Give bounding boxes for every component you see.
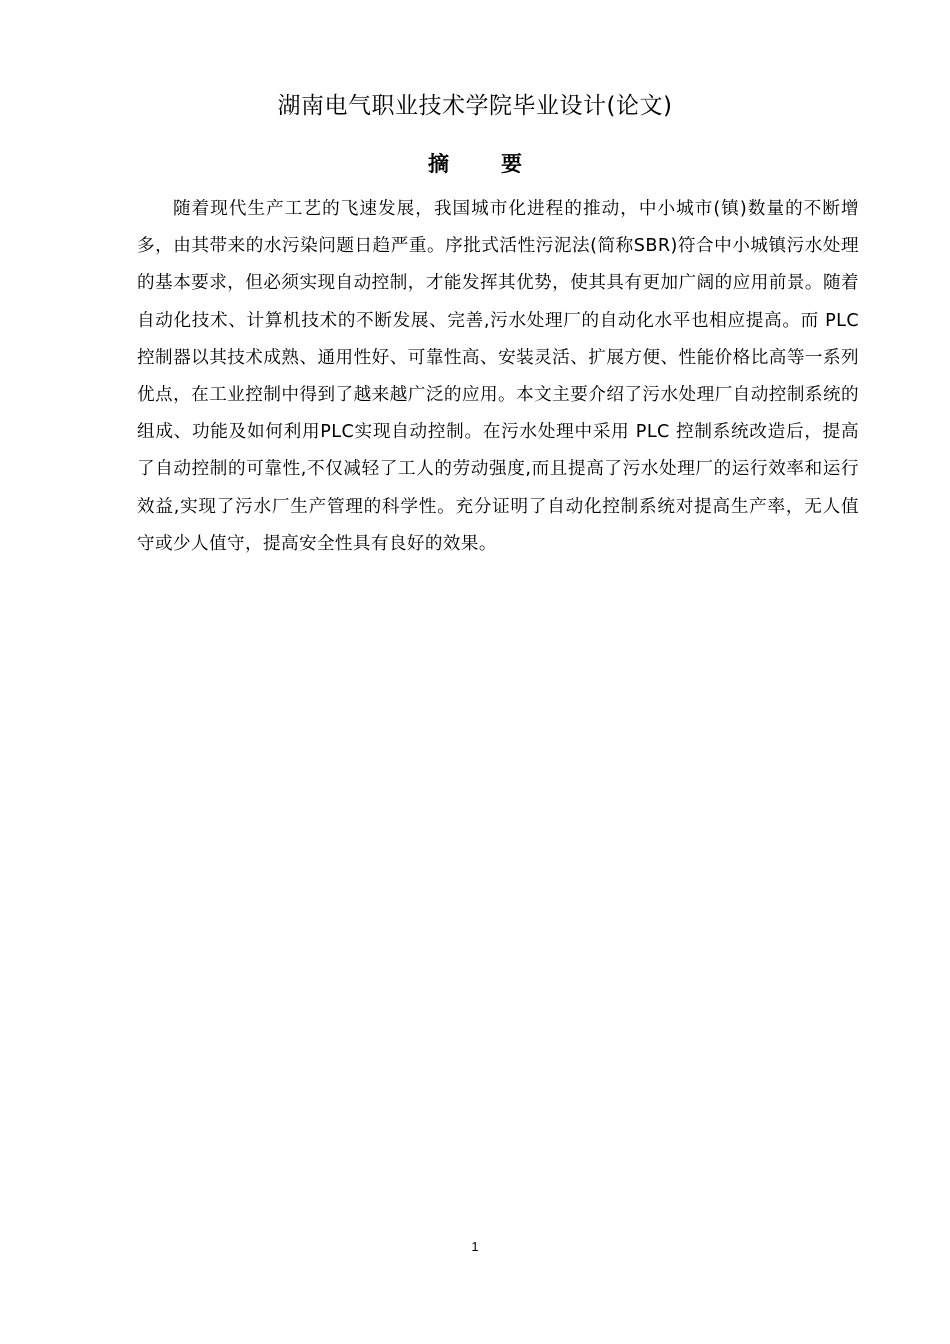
abstract-heading-char-2: 要 [501, 152, 522, 176]
page-header-title: 湖南电气职业技术学院毕业设计(论文) [277, 93, 673, 119]
abstract-heading [0, 148, 950, 180]
page-number: 1 [471, 1239, 479, 1254]
abstract-heading-char-1: 摘 [428, 152, 449, 176]
abstract-paragraph: 随着现代生产工艺的飞速发展，我国城市化进程的推动，中小城市(镇)数量的不断增多，由其带来的水污染问题日趋严重。序批式活性污泥法(简称SBR)符合中小城镇污水处理的基本要求，但必须实现自动控制，才能发挥其优势，使其具有更加广阔的应用前景。随着自动化技术、计算机技术的不断发展、完善,污水处理厂的自动化水平也相应提高。而 PLC 控制器以其技术成熟、通用性好、可靠性高、安装灵活、扩展方便、性能价格比高等一系列优点，在工业控制中得到了越来越广泛的应用。本文主要介绍了污水处理厂自动控制系统的组成、功能及如何利用PLC实现自动控制。在污水处理中采用 PLC 控制系统改造后，提高了自动控制的可靠性,不仅减轻了工人的劳动强度,而且提高了污水处理厂的运行效率和运行效益,实现了污水厂生产管理的科学性。充分证明了自动化控制系统对提高生产率，无人值守或少人值守，提高安全性具有良好的效果。 [137, 199, 859, 554]
